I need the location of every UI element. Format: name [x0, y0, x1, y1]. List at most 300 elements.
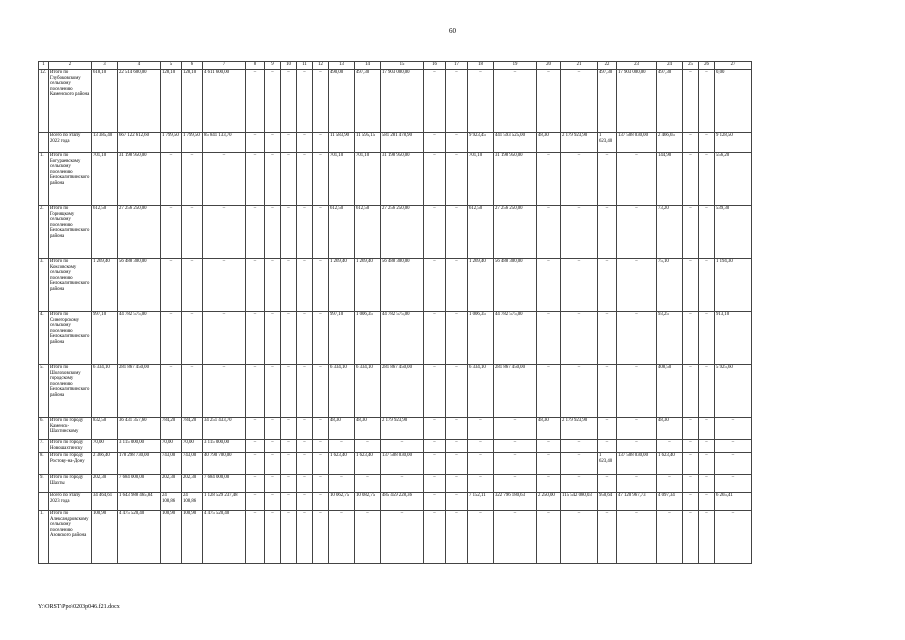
header-cell: 6 [182, 62, 203, 70]
row-label-cell: Итого по городу Ростову-на-Дону [49, 453, 92, 475]
value-cell: 70,00 [92, 440, 118, 453]
value-cell: – [246, 493, 265, 511]
value-cell: – [683, 259, 699, 312]
header-cell: 14 [355, 62, 381, 70]
value-cell: 1 623,40 [598, 133, 617, 153]
value-cell: 1 643 988 465,84 [118, 493, 161, 511]
value-cell: 128,10 [161, 70, 182, 133]
value-cell: – [424, 453, 446, 475]
table-row [39, 475, 752, 493]
value-cell: – [446, 453, 468, 475]
row-number-cell: 2. [39, 206, 49, 259]
value-cell: 612,50 [92, 206, 118, 259]
value-cell: 2 179 923,90 [381, 418, 424, 440]
value-cell: 137 508 030,00 [381, 453, 424, 475]
header-cell: 21 [561, 62, 598, 70]
value-cell: 27 256 250,00 [494, 206, 537, 259]
value-cell: – [683, 365, 699, 418]
value-cell: – [494, 511, 537, 564]
value-cell: 1 623,40 [329, 453, 355, 475]
value-cell: – [246, 475, 265, 493]
row-number-cell [39, 493, 49, 511]
value-cell: – [203, 259, 246, 312]
value-cell: 1 006,35 [468, 312, 494, 365]
value-cell: 497,30 [355, 70, 381, 133]
value-cell: – [265, 418, 281, 440]
row-number-cell: 3. [39, 259, 49, 312]
value-cell: 997,10 [329, 312, 355, 365]
value-cell: – [446, 259, 468, 312]
value-cell: – [381, 511, 424, 564]
value-cell: – [683, 453, 699, 475]
value-cell: 2 366,40 [92, 453, 118, 475]
value-cell: 7 684 000,00 [203, 475, 246, 493]
header-cell: 13 [329, 62, 355, 70]
header-cell: 18 [468, 62, 494, 70]
value-cell: – [561, 259, 598, 312]
value-cell: 11 595,15 [355, 133, 381, 153]
row-label-cell: Итого по городу Шахты [49, 475, 92, 493]
value-cell: – [246, 206, 265, 259]
value-cell: – [297, 312, 313, 365]
value-cell: – [537, 453, 561, 475]
value-cell: – [313, 493, 329, 511]
header-cell: 5 [161, 62, 182, 70]
value-cell: 784,20 [182, 418, 203, 440]
value-cell: – [561, 70, 598, 133]
value-cell: – [683, 440, 699, 453]
value-cell: – [715, 511, 752, 564]
header-cell: 3 [92, 62, 118, 70]
value-cell: 56 488 300,00 [381, 259, 424, 312]
value-cell: – [561, 475, 598, 493]
row-label-cell: Всего по этапу 2023 года [49, 493, 92, 511]
value-cell: 581 281 478,90 [381, 133, 424, 153]
value-cell: 73,20 [657, 206, 683, 259]
table-row [39, 440, 752, 453]
value-cell: – [617, 365, 657, 418]
value-cell: – [265, 259, 281, 312]
value-cell: – [699, 493, 715, 511]
value-cell: 202,30 [92, 475, 118, 493]
row-label-cell: Итого по городу Новошахтинску [49, 440, 92, 453]
value-cell: 1 623,40 [355, 453, 381, 475]
header-cell: 9 [265, 62, 281, 70]
value-cell: – [715, 453, 752, 475]
value-cell: – [297, 365, 313, 418]
value-cell: – [297, 440, 313, 453]
header-cell: 4 [118, 62, 161, 70]
value-cell: 56 488 300,00 [118, 259, 161, 312]
value-cell: 7 684 000,00 [118, 475, 161, 493]
value-cell: – [246, 440, 265, 453]
header-cell: 27 [715, 62, 752, 70]
value-cell: – [699, 511, 715, 564]
value-cell: – [561, 365, 598, 418]
value-cell: – [265, 475, 281, 493]
value-cell: – [561, 440, 598, 453]
value-cell: – [182, 153, 203, 206]
value-cell: – [446, 511, 468, 564]
value-cell: – [281, 312, 297, 365]
value-cell: – [281, 259, 297, 312]
value-cell: 27 256 250,00 [381, 206, 424, 259]
row-number-cell: 1. [39, 153, 49, 206]
value-cell: – [561, 312, 598, 365]
value-cell: 178 298 730,00 [118, 453, 161, 475]
table-row [39, 206, 752, 259]
value-cell: – [424, 206, 446, 259]
value-cell: – [424, 475, 446, 493]
value-cell: 2 179 923,90 [561, 133, 598, 153]
value-cell: – [182, 206, 203, 259]
value-cell: 1 269,40 [92, 259, 118, 312]
value-cell: – [313, 511, 329, 564]
value-cell: – [281, 418, 297, 440]
table-row [39, 70, 752, 133]
value-cell: – [468, 475, 494, 493]
row-number-cell: 12. [39, 70, 49, 133]
value-cell: 784,20 [161, 418, 182, 440]
value-cell: 27 256 250,00 [118, 206, 161, 259]
value-cell: – [246, 453, 265, 475]
value-cell: 832,50 [92, 418, 118, 440]
value-cell: – [281, 70, 297, 133]
value-cell: 1 006,35 [355, 312, 381, 365]
value-cell: 70,00 [161, 440, 182, 453]
value-cell: – [246, 312, 265, 365]
value-cell: – [683, 475, 699, 493]
value-cell: 24 108,86 [161, 493, 182, 511]
value-cell: – [281, 493, 297, 511]
value-cell: 34 251 433,70 [203, 418, 246, 440]
value-cell: – [424, 440, 446, 453]
value-cell: 9 128,50 [715, 133, 752, 153]
table-row [39, 493, 752, 511]
value-cell: – [265, 453, 281, 475]
value-cell: 48,30 [537, 418, 561, 440]
row-label-cell: Всего по этапу 2022 года [49, 133, 92, 153]
value-cell: – [537, 259, 561, 312]
value-cell: – [683, 312, 699, 365]
value-cell: 618,10 [92, 70, 118, 133]
value-cell: 202,30 [182, 475, 203, 493]
value-cell: – [598, 418, 617, 440]
value-cell: – [265, 70, 281, 133]
header-row [39, 62, 752, 70]
value-cell: – [281, 153, 297, 206]
value-cell: – [537, 475, 561, 493]
row-number-cell: 7. [39, 440, 49, 453]
value-cell: 36 431 357,60 [118, 418, 161, 440]
value-cell: – [265, 153, 281, 206]
value-cell: – [313, 153, 329, 206]
value-cell: 281 867 450,00 [494, 365, 537, 418]
value-cell: 144,90 [657, 153, 683, 206]
value-cell: 497,30 [598, 70, 617, 133]
value-cell: 48,30 [657, 418, 683, 440]
value-cell: 5 925,60 [715, 365, 752, 418]
value-cell: – [715, 475, 752, 493]
table-row [39, 133, 752, 153]
value-cell: – [424, 259, 446, 312]
value-cell: 85 841 133,70 [203, 133, 246, 153]
value-cell: – [297, 259, 313, 312]
value-cell: – [281, 475, 297, 493]
value-cell: – [281, 133, 297, 153]
value-cell: – [297, 475, 313, 493]
value-cell: – [617, 418, 657, 440]
value-cell: – [355, 475, 381, 493]
header-cell: 23 [617, 62, 657, 70]
value-cell: – [699, 440, 715, 453]
value-cell: 701,10 [329, 153, 355, 206]
value-cell: – [424, 511, 446, 564]
value-cell: – [617, 511, 657, 564]
value-cell: – [561, 206, 598, 259]
value-cell: – [313, 133, 329, 153]
value-cell: – [297, 493, 313, 511]
value-cell: – [424, 493, 446, 511]
value-cell: 4 475 520,40 [203, 511, 246, 564]
value-cell: 13 385,40 [92, 133, 118, 153]
row-label-cell: Итого по Горняцкому сельскому поселению Белокалитвинского района [49, 206, 92, 259]
value-cell: – [182, 365, 203, 418]
value-cell: 115 542 080,03 [561, 493, 598, 511]
header-cell: 7 [203, 62, 246, 70]
value-cell: 441 593 525,00 [494, 133, 537, 153]
value-cell: – [617, 206, 657, 259]
value-cell: – [246, 418, 265, 440]
value-cell: 497,30 [657, 70, 683, 133]
value-cell: 1 269,40 [329, 259, 355, 312]
value-cell: – [617, 312, 657, 365]
value-cell: – [598, 511, 617, 564]
value-cell: – [537, 440, 561, 453]
row-label-cell: Итого по Шолоховскому городскому поселению Белокалитвинского района [49, 365, 92, 418]
value-cell: – [468, 70, 494, 133]
row-number-cell: 9. [39, 475, 49, 493]
value-cell: – [715, 418, 752, 440]
value-cell: 1 269,40 [355, 259, 381, 312]
value-cell: 31 198 950,00 [118, 153, 161, 206]
value-cell: 743,00 [182, 453, 203, 475]
value-cell: 667 122 612,60 [118, 133, 161, 153]
value-cell: 3 115 000,00 [118, 440, 161, 453]
value-cell: – [446, 440, 468, 453]
value-cell: – [265, 206, 281, 259]
value-cell: – [246, 259, 265, 312]
value-cell: 2 179 923,90 [561, 418, 598, 440]
value-cell: 48,30 [355, 418, 381, 440]
value-cell: – [424, 133, 446, 153]
value-cell: 950,64 [598, 493, 617, 511]
value-cell: – [617, 475, 657, 493]
value-cell: – [699, 70, 715, 133]
value-cell: – [657, 511, 683, 564]
value-cell: – [265, 312, 281, 365]
header-cell: 20 [537, 62, 561, 70]
value-cell: – [699, 153, 715, 206]
value-cell: – [683, 493, 699, 511]
row-number-cell: 5. [39, 365, 49, 418]
value-cell: – [203, 153, 246, 206]
value-cell: – [699, 206, 715, 259]
value-cell: – [265, 133, 281, 153]
header-cell: 25 [683, 62, 699, 70]
value-cell: 701,10 [355, 153, 381, 206]
table-row [39, 418, 752, 440]
value-cell: 17 903 000,00 [617, 70, 657, 133]
value-cell: 100,90 [182, 511, 203, 564]
table-row [39, 259, 752, 312]
value-cell: 6 265,41 [715, 493, 752, 511]
header-cell: 24 [657, 62, 683, 70]
value-cell: – [683, 153, 699, 206]
value-cell: 137 508 030,00 [617, 453, 657, 475]
value-cell: – [203, 365, 246, 418]
header-cell: 15 [381, 62, 424, 70]
value-cell: – [537, 153, 561, 206]
value-cell: – [494, 475, 537, 493]
value-cell: – [424, 365, 446, 418]
table-row [39, 365, 752, 418]
value-cell: – [446, 133, 468, 153]
value-cell: 93,25 [657, 312, 683, 365]
value-cell: – [313, 365, 329, 418]
value-cell: – [446, 206, 468, 259]
value-cell: – [537, 511, 561, 564]
value-cell: 612,50 [468, 206, 494, 259]
row-label-cell: Итого по Александровскому сельскому поселению Азовского района [49, 511, 92, 564]
header-cell: 12 [313, 62, 329, 70]
header-cell: 10 [281, 62, 297, 70]
row-number-cell: 1. [39, 511, 49, 564]
value-cell: – [683, 133, 699, 153]
value-cell: – [561, 453, 598, 475]
header-cell: 1 [39, 62, 49, 70]
value-cell: – [598, 206, 617, 259]
value-cell: 44 782 575,00 [494, 312, 537, 365]
value-cell: – [446, 475, 468, 493]
value-cell: – [699, 133, 715, 153]
header-cell: 22 [598, 62, 617, 70]
value-cell: 3 115 000,00 [203, 440, 246, 453]
data-table [38, 61, 752, 564]
value-cell: – [265, 440, 281, 453]
value-cell: 56 488 300,00 [494, 259, 537, 312]
value-cell: 1 269,40 [468, 259, 494, 312]
value-cell: – [313, 418, 329, 440]
value-cell: – [182, 312, 203, 365]
file-path-footer: Y:\ORST\Ppo\0203p046.f21.docx [38, 604, 120, 610]
value-cell: 4 097,34 [657, 493, 683, 511]
value-cell: – [683, 70, 699, 133]
value-cell: 6 334,10 [92, 365, 118, 418]
value-cell: – [246, 133, 265, 153]
value-cell: – [537, 365, 561, 418]
value-cell: 11 583,90 [329, 133, 355, 153]
value-cell: – [313, 206, 329, 259]
row-label-cell: Итого по Коксовскому сельскому поселению Белокалитвинского района [49, 259, 92, 312]
value-cell: – [617, 440, 657, 453]
value-cell: – [494, 418, 537, 440]
value-cell: 4 611 600,00 [203, 70, 246, 133]
value-cell: – [297, 70, 313, 133]
value-cell: – [683, 418, 699, 440]
value-cell: – [313, 312, 329, 365]
value-cell: – [313, 259, 329, 312]
value-cell: 48,30 [329, 418, 355, 440]
value-cell: – [161, 153, 182, 206]
value-cell: 913,10 [715, 312, 752, 365]
value-cell: 612,50 [355, 206, 381, 259]
value-cell: 1 194,30 [715, 259, 752, 312]
value-cell: 701,10 [92, 153, 118, 206]
value-cell: – [537, 70, 561, 133]
value-cell: – [329, 440, 355, 453]
value-cell: – [617, 153, 657, 206]
row-label-cell: Итого по городу Каменск-Шахтинскому [49, 418, 92, 440]
value-cell: 7 152,11 [468, 493, 494, 511]
value-cell: 10 062,75 [329, 493, 355, 511]
value-cell: 24 108,86 [182, 493, 203, 511]
value-cell: – [281, 365, 297, 418]
value-cell: – [355, 440, 381, 453]
value-cell: – [203, 312, 246, 365]
value-cell: – [161, 206, 182, 259]
value-cell: – [699, 475, 715, 493]
header-cell: 8 [246, 62, 265, 70]
header-cell: 19 [494, 62, 537, 70]
row-number-cell: 4. [39, 312, 49, 365]
value-cell: 1 623,40 [657, 453, 683, 475]
value-cell: 48,30 [537, 133, 561, 153]
table-row [39, 511, 752, 564]
value-cell: – [598, 475, 617, 493]
value-cell: 1 799,50 [161, 133, 182, 153]
value-cell: – [297, 453, 313, 475]
value-cell: – [446, 153, 468, 206]
value-cell: – [424, 70, 446, 133]
value-cell: 6 334,10 [468, 365, 494, 418]
value-cell: – [265, 365, 281, 418]
row-number-cell [39, 133, 49, 153]
value-cell: – [446, 365, 468, 418]
header-cell: 2 [49, 62, 92, 70]
value-cell: 44 782 575,00 [381, 312, 424, 365]
value-cell: – [424, 153, 446, 206]
value-cell: – [468, 418, 494, 440]
value-cell: 1 623,40 [598, 453, 617, 475]
value-cell: – [246, 153, 265, 206]
row-label-cell: Итого по Глубоковскому сельскому поселению Каменского района [49, 70, 92, 133]
value-cell: – [657, 440, 683, 453]
value-cell: 17 903 000,00 [381, 70, 424, 133]
value-cell: 40 790 700,00 [203, 453, 246, 475]
value-cell: – [265, 493, 281, 511]
value-cell: – [446, 312, 468, 365]
value-cell: – [699, 365, 715, 418]
value-cell: – [281, 453, 297, 475]
value-cell: – [537, 206, 561, 259]
value-cell: – [381, 475, 424, 493]
value-cell: – [297, 511, 313, 564]
value-cell: 997,10 [92, 312, 118, 365]
header-cell: 11 [297, 62, 313, 70]
value-cell: 322 796 180,63 [494, 493, 537, 511]
value-cell: – [329, 475, 355, 493]
